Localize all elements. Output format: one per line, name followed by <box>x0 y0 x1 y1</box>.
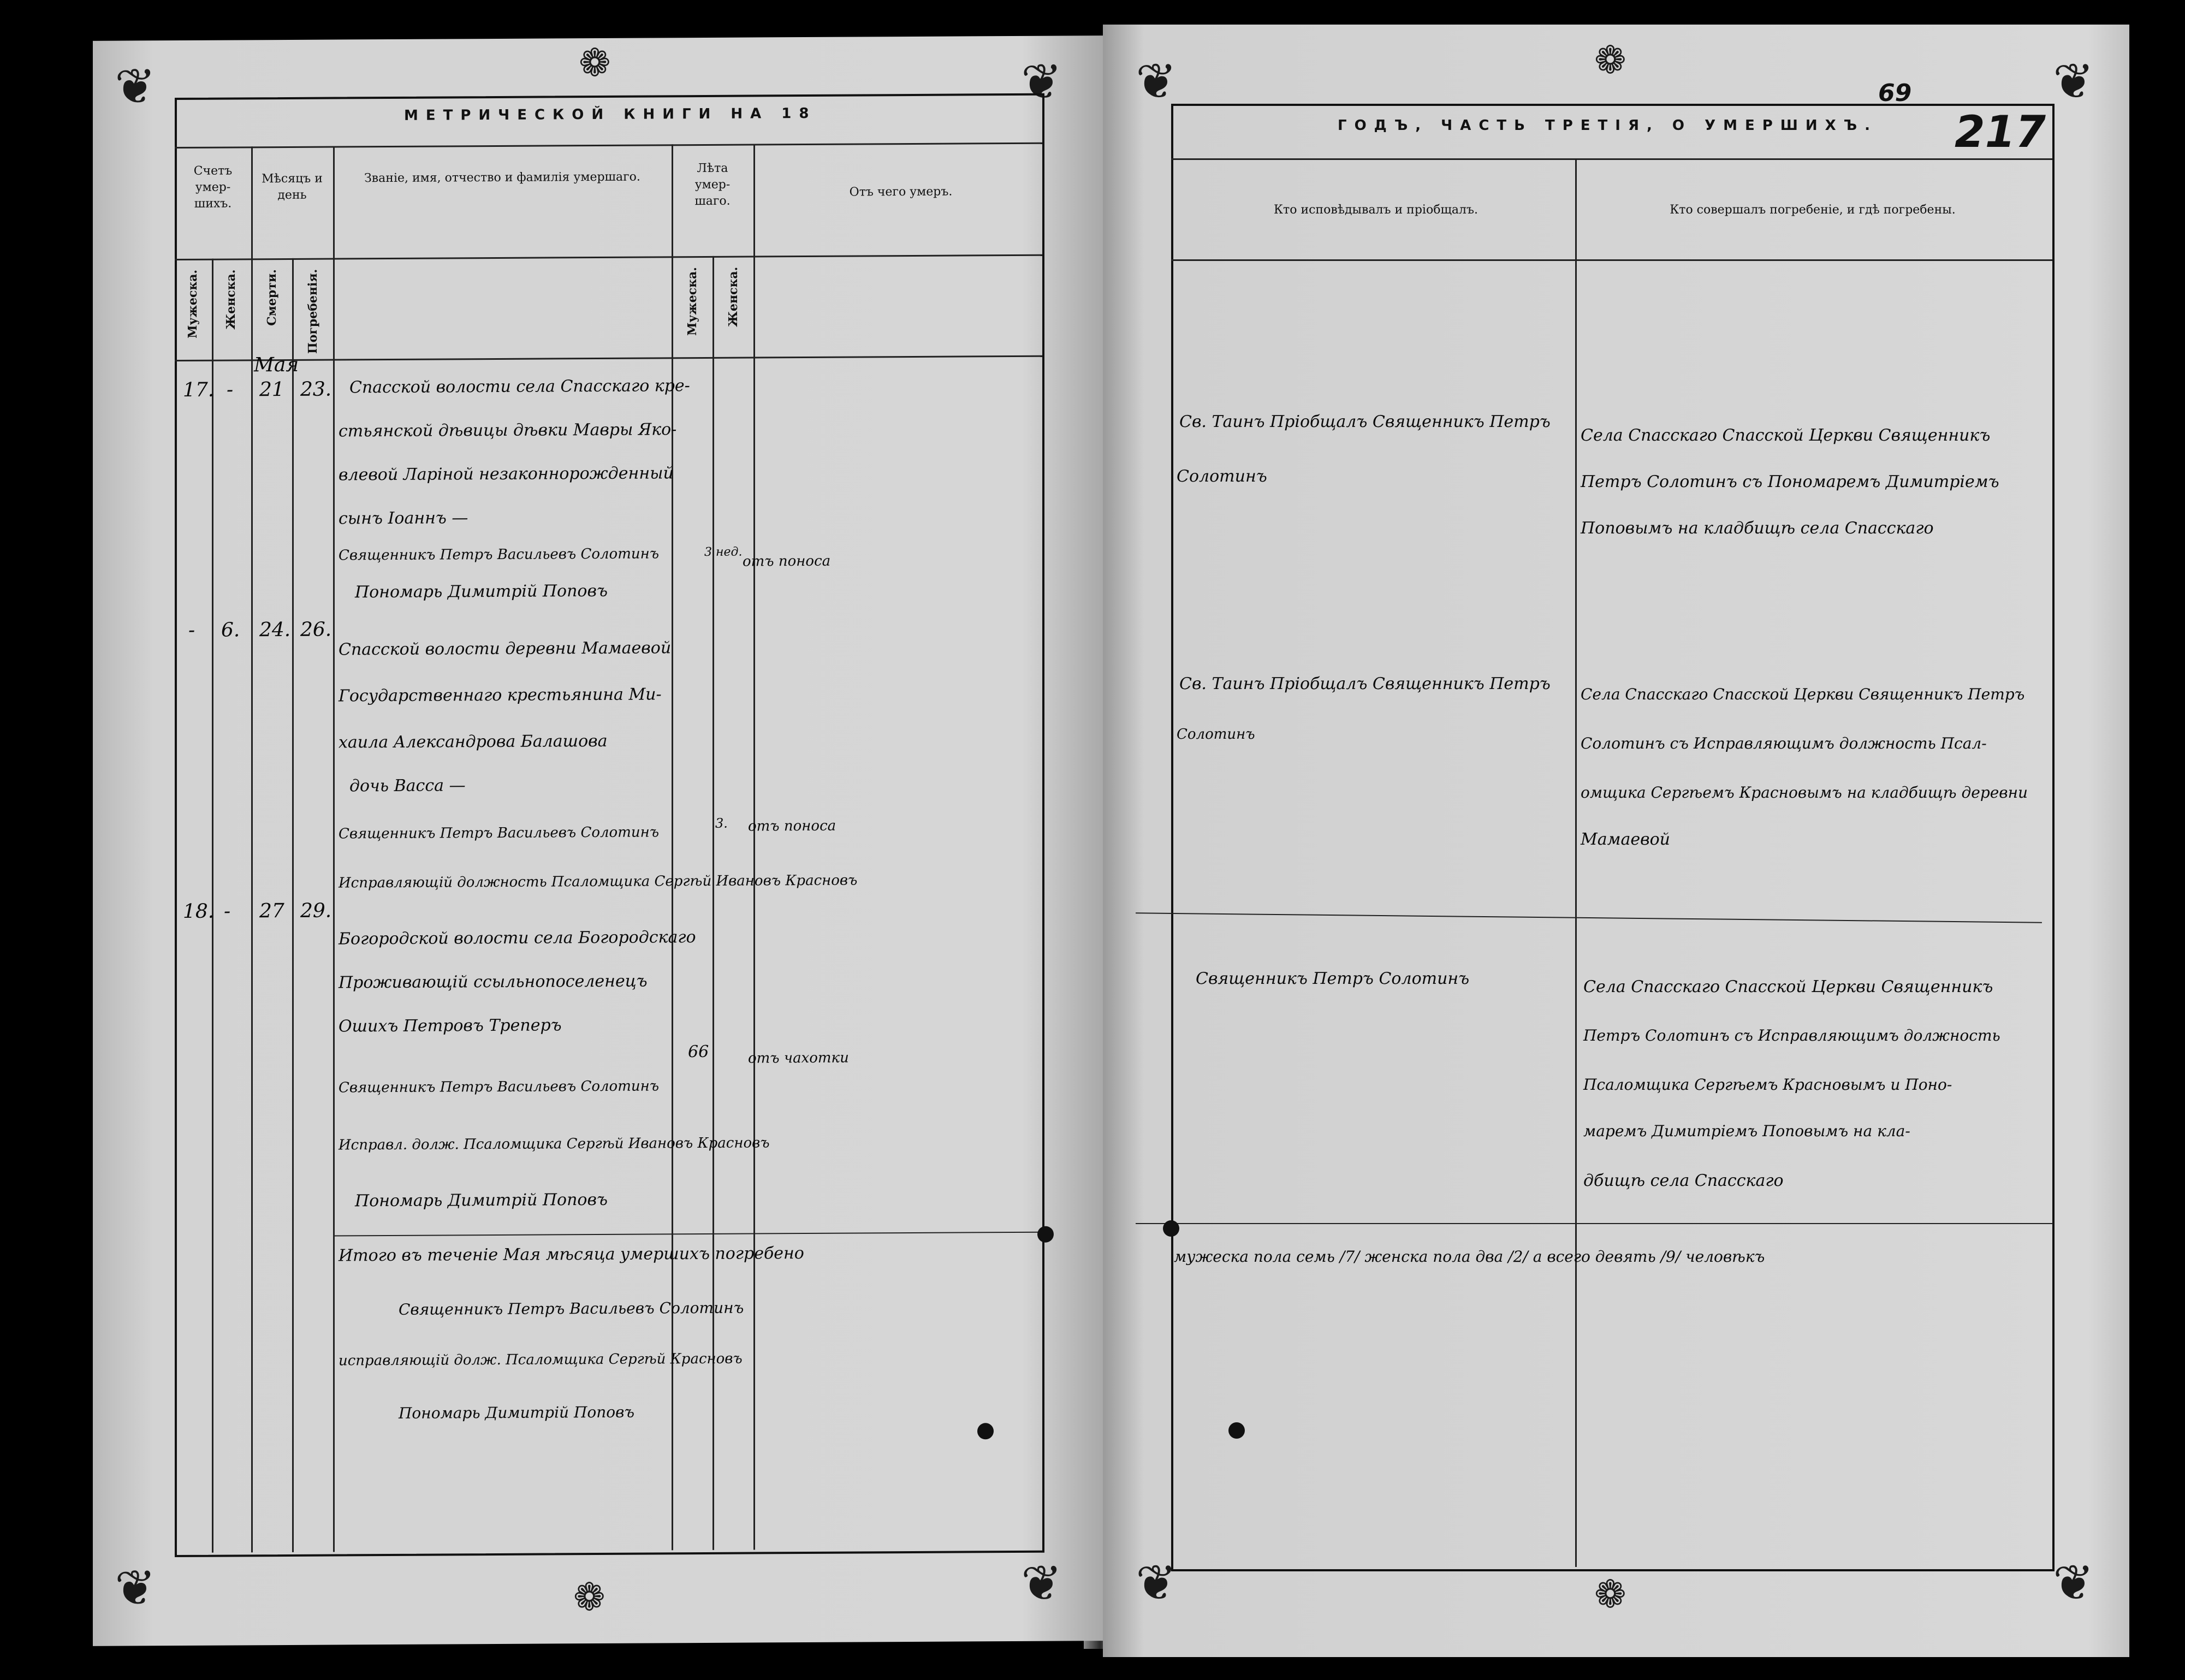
ornament-corner-icon: ❦ <box>1136 1554 1177 1612</box>
col-age-female-header: Женска. <box>726 266 740 327</box>
left-header: МЕТРИЧЕСКОЙ КНИГИ НА 18 <box>404 105 817 124</box>
entry1-burial: 23. <box>300 378 332 401</box>
right-header: ГОДЪ, ЧАСТЬ ТРЕТІЯ, О УМЕРШИХЪ. <box>1338 117 1878 134</box>
entry1-name-line: влевой Ларіной незаконнорожденный <box>339 464 674 485</box>
col-age-male-header: Мужеска. <box>685 267 699 336</box>
entry2-sign-line: Священникъ Петръ Васильевъ Солотинъ <box>339 824 660 842</box>
entry1-confessor-line: Св. Таинъ Пріобщалъ Священникъ Петръ <box>1179 412 1551 431</box>
col-age-header: Лѣта умер-шаго. <box>694 161 731 209</box>
ornament-corner-icon: ❦ <box>1021 53 1062 111</box>
entry1-name-line: сынъ Іоаннъ — <box>339 508 468 529</box>
entry1-female: - <box>227 378 234 401</box>
entry3-burial-line: дбищѣ села Спасскаго <box>1583 1171 1784 1190</box>
header-bottom-rule <box>1171 259 2052 261</box>
col-cause-header: Отъ чего умеръ. <box>849 185 953 199</box>
col-divider <box>672 144 673 1550</box>
ornament-bottom-icon: ❁ <box>1594 1572 1626 1617</box>
ink-blot <box>977 1423 994 1439</box>
entry1-sign-line: Священникъ Петръ Васильевъ Солотинъ <box>339 545 660 564</box>
left-page <box>93 35 1103 1646</box>
entry3-name-line: Богородской волости села Богородскаго <box>339 928 696 949</box>
ornament-corner-icon: ❦ <box>1136 53 1177 110</box>
entry3-male: 18. <box>183 900 215 923</box>
col-name-header: Званіе, имя, отчество и фамилія умершаго. <box>364 170 640 186</box>
entry2-cause: отъ поноса <box>748 817 836 835</box>
entry2-burial: 26. <box>300 618 332 641</box>
entry2-name-line: Спасской волости деревни Мамаевой <box>339 638 672 660</box>
page-number-alt: 69 <box>1878 79 1912 107</box>
entry3-burial-line: Псаломщика Сергѣемъ Красновымъ и Поно- <box>1583 1076 1952 1094</box>
entry2-age: 3. <box>715 815 728 831</box>
entry1-cause: отъ поноса <box>743 553 831 570</box>
entry1-burial-line: Села Спасскаго Спасской Церкви Священникъ <box>1581 426 1991 445</box>
entry1-name-line: Спасской волости села Спасскаго кре- <box>349 376 690 397</box>
col-male-header: Мужеска. <box>186 269 200 339</box>
col-divider <box>753 144 755 1550</box>
entry1-male: 17. <box>183 378 215 401</box>
entry2-male: - <box>188 619 195 642</box>
col-divider <box>292 258 294 1552</box>
ink-blot <box>1037 1226 1054 1243</box>
col-divider <box>333 146 335 1552</box>
entry3-sign-line: Пономарь Димитрій Поповъ <box>355 1190 608 1211</box>
entry3-female: - <box>224 900 231 923</box>
ink-blot <box>1163 1220 1179 1237</box>
col-confessor-header: Кто исповѣдывалъ и пріобщалъ. <box>1274 203 1478 217</box>
entry2-burial-line: омщика Сергѣемъ Красновымъ на кладбищѣ деревни <box>1581 783 2028 802</box>
entry3-age: 66 <box>688 1042 709 1062</box>
entry1-age: 3 нед. <box>704 545 743 559</box>
entry3-name-line: Ошихъ Петровъ Треперъ <box>339 1016 562 1036</box>
entry3-burial: 29. <box>300 899 332 922</box>
header-rule <box>1171 158 2052 160</box>
entry2-name-line: Государственнаго крестьянина Ми- <box>339 685 662 706</box>
entry3-burial-line: Петръ Солотинъ съ Исправляющимъ должность <box>1583 1026 2000 1044</box>
summary-line: Итого въ теченіе Мая мѣсяца умершихъ погребено <box>339 1244 804 1266</box>
entry1-burial-line: Петръ Солотинъ съ Пономаремъ Димитріемъ <box>1581 472 1999 491</box>
ornament-corner-icon: ❦ <box>115 58 156 116</box>
summary-rule <box>1136 1223 2053 1224</box>
ornament-top-icon: ❁ <box>1594 38 1626 82</box>
entry2-sign-line: Исправляющій должность Псаломщика Сергѣй Ивановъ Красновъ <box>339 872 858 892</box>
entry3-burial-line: Села Спасскаго Спасской Церкви Священникъ <box>1583 977 1993 996</box>
entry2-burial-line: Мамаевой <box>1581 830 1670 849</box>
entry3-sign-line: Священникъ Петръ Васильевъ Солотинъ <box>339 1078 660 1096</box>
ornament-bottom-icon: ❁ <box>573 1574 605 1620</box>
summary-right: мужеска пола семь /7/ женска пола два /2/ а всего девять /9/ человѣкъ <box>1174 1248 1765 1266</box>
ornament-corner-icon: ❦ <box>2053 1554 2094 1612</box>
entry2-burial-line: Солотинъ съ Исправляющимъ должность Псал- <box>1581 734 1987 752</box>
col-death-header: Смерти. <box>265 269 279 326</box>
ornament-corner-icon: ❦ <box>115 1559 156 1617</box>
entry1-name-line: стьянской дѣвицы дѣвки Мавры Яко- <box>339 420 677 441</box>
col-burial-header: Погребенія. <box>306 269 320 354</box>
col-divider <box>1575 158 1577 1567</box>
page-number: 217 <box>1955 106 2046 157</box>
col-female-header: Женска. <box>224 269 238 330</box>
entry2-confessor-line: Солотинъ <box>1177 726 1255 743</box>
entry2-name-line: дочь Васса — <box>349 776 466 796</box>
summary-line: исправляющій долж. Псаломщика Сергѣй Красновъ <box>339 1350 743 1369</box>
entry3-name-line: Проживающій ссыльнопоселенецъ <box>339 971 648 993</box>
col-month-header: Мѣсяцъ и день <box>262 171 323 203</box>
col-count-header: Счетъ умер-шихъ. <box>193 164 233 211</box>
entry3-sign-line: Исправл. долж. Псаломщика Сергѣй Ивановъ Красновъ <box>339 1135 770 1154</box>
summary-line: Пономарь Димитрій Поповъ <box>399 1403 635 1422</box>
month-label: Мая <box>254 353 299 377</box>
entry3-burial-line: маремъ Димитріемъ Поповымъ на кла- <box>1583 1122 1910 1140</box>
entry2-name-line: хаила Александрова Балашова <box>339 731 608 752</box>
col-burial-place-header: Кто совершалъ погребеніе, и гдѣ погребены. <box>1670 203 1956 217</box>
ink-blot <box>1228 1422 1245 1439</box>
ornament-corner-icon: ❦ <box>2053 53 2094 110</box>
col-divider <box>251 146 253 1552</box>
entry3-death: 27 <box>259 900 284 923</box>
ornament-corner-icon: ❦ <box>1021 1554 1062 1612</box>
entry1-death: 21 <box>259 378 284 401</box>
entry2-confessor-line: Св. Таинъ Пріобщалъ Священникъ Петръ <box>1179 674 1551 693</box>
entry2-female: 6. <box>221 619 240 642</box>
summary-line: Священникъ Петръ Васильевъ Солотинъ <box>399 1298 744 1319</box>
entry3-cause: отъ чахотки <box>748 1049 849 1067</box>
entry1-sign-line: Пономарь Димитрій Поповъ <box>355 581 608 602</box>
entry2-death: 24. <box>259 618 291 642</box>
entry2-burial-line: Села Спасскаго Спасской Церкви Священникъ Петръ <box>1581 685 2025 703</box>
ornament-top-icon: ❁ <box>579 40 611 86</box>
entry1-burial-line: Поповымъ на кладбищѣ села Спасскаго <box>1581 519 1934 538</box>
right-page <box>1103 25 2129 1657</box>
entry3-confessor-line: Священникъ Петръ Солотинъ <box>1196 969 1470 988</box>
entry1-confessor-line: Солотинъ <box>1177 467 1267 486</box>
